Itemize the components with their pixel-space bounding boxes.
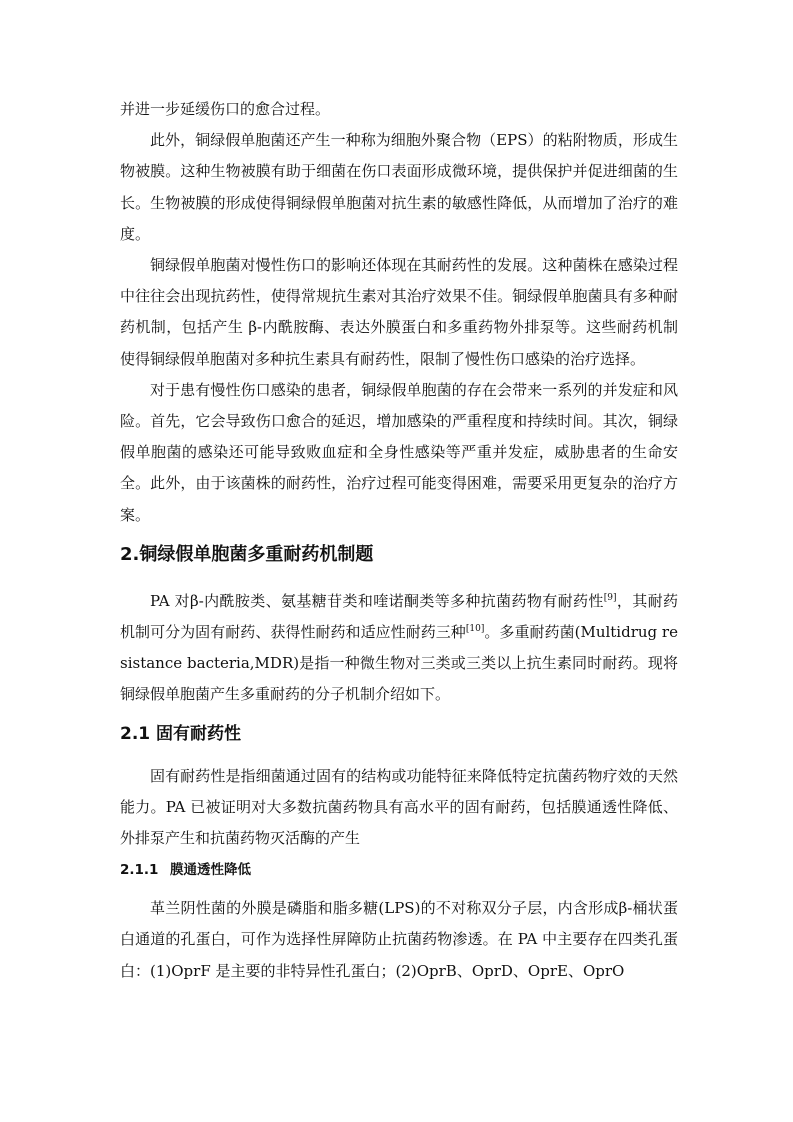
paragraph-eps-biofilm: 此外，铜绿假单胞菌还产生一种称为细胞外聚合物（EPS）的粘附物质，形成生物被膜。这种生物被膜有助于细菌在伤口表面形成微环境，提供保护并促进细菌的生长。生物被膜的形成使得铜绿假单胞菌对抗生素的敏感性降低，从而增加了治疗的难度。 <box>120 131 678 243</box>
citation-9: [9] <box>603 592 617 603</box>
paragraph-complications: 对于患有慢性伤口感染的患者，铜绿假单胞菌的存在会带来一系列的并发症和风险。首先，它会导致伤口愈合的延迟，增加感染的严重程度和持续时间。其次，铜绿假单胞菌的感染还可能导致败血症和全身性感染等严重并发症，威胁患者的生命安全。此外，由于该菌株的耐药性，治疗过程可能变得困难，需要采用更复杂的治疗方案。 <box>120 380 678 524</box>
mdr-text-part-2: ，其耐药机制可分为固有耐药、获得性耐药和适应性耐药三种 <box>120 591 678 642</box>
paragraph-mdr-intro <box>120 586 678 711</box>
paragraph-continuation: 并进一步延缓伤口的愈合过程。 <box>120 100 331 118</box>
paragraph-intrinsic-resistance: 固有耐药性是指细菌通过固有的结构或功能特征来降低特定抗菌药物疗效的天然能力。PA 已被证明对大多数抗菌药物具有高水平的固有耐药，包括膜通透性降低、外排泵产生和抗菌药物灭活酶的产生 <box>120 766 678 848</box>
section-title: 膜通透性降低 <box>170 862 251 879</box>
paragraph-drug-resistance: 铜绿假单胞菌对慢性伤口的影响还体现在其耐药性的发展。这种菌株在感染过程中往往会出现抗药性，使得常规抗生素对其治疗效果不佳。铜绿假单胞菌具有多种耐药机制，包括产生 β-内酰胺酶、表达外膜蛋白和多重药物外排泵等。这些耐药机制使得铜绿假单胞菌对多种抗生素具有耐药性，限制了慢性伤口感染的治疗选择。 <box>120 256 678 368</box>
mdr-text-part-3: 。多重耐药菌(Multidrug resistance bacteria,MDR)是指一种微生物对三类或三类以上抗生素同时耐药。现将铜绿假单胞菌产生多重耐药的分子机制介绍如下。 <box>120 623 678 704</box>
section-heading-2: 2.铜绿假单胞菌多重耐药机制题 <box>120 543 374 565</box>
section-heading-2-1-1 <box>120 860 678 880</box>
mdr-text-part-1: PA 对β-内酰胺类、氨基糖苷类和喹诺酮类等多种抗菌药物有耐药性 <box>150 591 604 610</box>
citation-10: [10] <box>465 624 485 635</box>
document-page <box>120 94 678 987</box>
section-number: 2.1.1 <box>120 862 159 879</box>
paragraph-membrane-permeability: 革兰阴性菌的外膜是磷脂和脂多糖(LPS)的不对称双分子层，内含形成β-桶状蛋白通道的孔蛋白，可作为选择性屏障防止抗菌药物渗透。在 PA 中主要存在四类孔蛋白：(1)OprF 是主要的非特异性孔蛋白；(2)OprB、OprD、OprE、OprO <box>120 899 678 980</box>
section-heading-2-1: 2.1 固有耐药性 <box>120 723 242 744</box>
